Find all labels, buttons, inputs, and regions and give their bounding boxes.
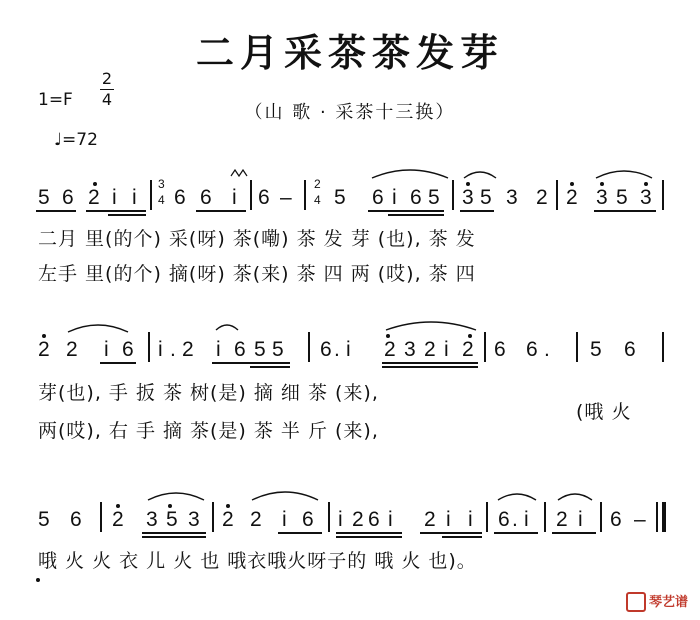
slur: [146, 488, 206, 502]
note: 6: [494, 338, 507, 361]
lyric-interjection: (哦 火: [576, 401, 632, 423]
barline: [556, 180, 558, 210]
note: i: [392, 186, 398, 209]
slur: [250, 488, 320, 502]
time-change-bottom: 4: [158, 193, 166, 207]
note: i: [158, 338, 164, 361]
note: 2: [88, 186, 101, 209]
note: 3: [640, 186, 653, 209]
barline: [484, 332, 486, 362]
time-signature: [100, 70, 114, 109]
slur: [370, 166, 450, 180]
dot: .: [512, 508, 519, 531]
beam: [100, 362, 136, 364]
slur: [496, 488, 538, 502]
song-subtitle: （山 歌 · 采茶十三换）: [244, 102, 456, 123]
beam: [552, 532, 596, 534]
octave-dot: [116, 504, 120, 508]
note: i: [578, 508, 584, 531]
time-change-bottom: 4: [314, 193, 322, 207]
octave-dot: [386, 334, 390, 338]
low-dot: [36, 578, 40, 582]
note: 5: [38, 508, 51, 531]
note: 3: [596, 186, 609, 209]
note: 6: [498, 508, 511, 531]
barline: [600, 502, 602, 532]
note: 2: [66, 338, 79, 361]
watermark-logo: [626, 591, 688, 613]
beam: [250, 366, 290, 368]
lyric-line-1: 哦 火 火 衣 儿 火 也 哦衣哦火呀子的 哦 火 也)。: [38, 550, 477, 572]
final-barline-thin: [656, 502, 658, 532]
slur: [214, 320, 240, 332]
note: i: [282, 508, 288, 531]
note: i: [132, 186, 138, 209]
barline: [662, 180, 664, 210]
logo-icon: [626, 592, 646, 612]
beam: [336, 536, 402, 538]
note: i: [524, 508, 530, 531]
note: 2: [38, 338, 51, 361]
dot: .: [334, 338, 341, 361]
note: 6: [234, 338, 247, 361]
beam: [442, 536, 482, 538]
watermark-text: 琴艺谱: [648, 594, 688, 610]
octave-dot: [168, 504, 172, 508]
beam: [388, 214, 444, 216]
key-prefix: 1=F: [38, 90, 73, 110]
beam: [142, 532, 206, 534]
lyric-line-1: 二月 里(的个) 采(呀) 茶(嘞) 茶 发 芽 (也), 茶 发: [38, 228, 476, 250]
slur: [556, 488, 594, 502]
note: i: [216, 338, 222, 361]
note: 3: [146, 508, 159, 531]
final-barline-thick: [662, 502, 666, 532]
time-top: 2: [101, 69, 113, 88]
note: 6: [372, 186, 385, 209]
note: 6: [610, 508, 623, 531]
barline: [328, 502, 330, 532]
note: 6: [410, 186, 423, 209]
slur: [462, 166, 498, 180]
dot: .: [170, 338, 177, 361]
lyric-line-2: 两(哎), 右 手 摘 茶(是) 茶 半 斤 (来),: [38, 420, 379, 442]
note: i: [104, 338, 110, 361]
note: 6: [526, 338, 539, 361]
note: 6: [302, 508, 315, 531]
slur: [594, 166, 654, 180]
beam: [142, 536, 206, 538]
beam: [594, 210, 656, 212]
note: 2: [556, 508, 569, 531]
barline: [304, 180, 306, 210]
note: i: [346, 338, 352, 361]
note: 6: [200, 186, 213, 209]
key-signature: [38, 90, 73, 110]
note: 2: [536, 186, 549, 209]
time-change-top: 3: [158, 177, 166, 191]
barline: [486, 502, 488, 532]
time-bottom: 4: [101, 90, 113, 109]
dot: .: [544, 338, 551, 361]
note: 6: [122, 338, 135, 361]
octave-dot: [570, 182, 574, 186]
mordent-mark: [230, 168, 250, 178]
note: 5: [428, 186, 441, 209]
beam: [86, 210, 146, 212]
beam: [382, 362, 478, 364]
note: i: [468, 508, 474, 531]
slur: [384, 318, 478, 332]
barline: [452, 180, 454, 210]
note: 2: [112, 508, 125, 531]
note: 5: [334, 186, 347, 209]
dash: –: [280, 186, 293, 209]
song-title: 二月采茶茶发芽: [195, 30, 504, 75]
note: i: [444, 338, 450, 361]
note: i: [446, 508, 452, 531]
beam: [196, 210, 246, 212]
beam: [336, 532, 402, 534]
note: 2: [424, 508, 437, 531]
barline: [544, 502, 546, 532]
note: 5: [254, 338, 267, 361]
barline: [576, 332, 578, 362]
note: 5: [272, 338, 285, 361]
note: 5: [590, 338, 603, 361]
dash: –: [634, 508, 647, 531]
barline: [100, 502, 102, 532]
note: 2: [384, 338, 397, 361]
note: 2: [424, 338, 437, 361]
note: 6: [624, 338, 637, 361]
note: i: [338, 508, 344, 531]
note: i: [232, 186, 238, 209]
note: 6: [70, 508, 83, 531]
note: 3: [462, 186, 475, 209]
note: 2: [352, 508, 365, 531]
barline: [212, 502, 214, 532]
note: 2: [182, 338, 195, 361]
note: 3: [506, 186, 519, 209]
octave-dot: [42, 334, 46, 338]
note: 6: [368, 508, 381, 531]
note: 2: [566, 186, 579, 209]
note: 3: [188, 508, 201, 531]
slur: [66, 320, 130, 334]
octave-dot: [468, 334, 472, 338]
beam: [420, 532, 482, 534]
note: 2: [462, 338, 475, 361]
octave-dot: [600, 182, 604, 186]
lyric-line-2: 左手 里(的个) 摘(呀) 茶(来) 茶 四 两 (哎), 茶 四: [38, 263, 476, 285]
beam: [108, 214, 146, 216]
octave-dot: [93, 182, 97, 186]
tempo-marking: ♩=72: [54, 130, 98, 150]
note: 3: [404, 338, 417, 361]
barline: [662, 332, 664, 362]
beam: [382, 366, 478, 368]
octave-dot: [644, 182, 648, 186]
note: 6: [174, 186, 187, 209]
note: i: [388, 508, 394, 531]
note: 5: [616, 186, 629, 209]
beam: [278, 532, 322, 534]
note: 5: [38, 186, 51, 209]
beam: [494, 532, 538, 534]
barline: [148, 332, 150, 362]
note: 6: [320, 338, 333, 361]
beam: [460, 210, 494, 212]
note: 6: [258, 186, 271, 209]
beam: [368, 210, 444, 212]
beam: [36, 210, 76, 212]
note: i: [112, 186, 118, 209]
note: 2: [250, 508, 263, 531]
note: 6: [62, 186, 75, 209]
lyric-line-1: 芽(也), 手 扳 茶 树(是) 摘 细 茶 (来),: [38, 382, 379, 404]
note: 2: [222, 508, 235, 531]
barline: [150, 180, 152, 210]
note: 5: [166, 508, 179, 531]
note: 5: [480, 186, 493, 209]
octave-dot: [226, 504, 230, 508]
barline: [250, 180, 252, 210]
barline: [308, 332, 310, 362]
octave-dot: [466, 182, 470, 186]
beam: [212, 362, 290, 364]
time-change-top: 2: [314, 177, 322, 191]
